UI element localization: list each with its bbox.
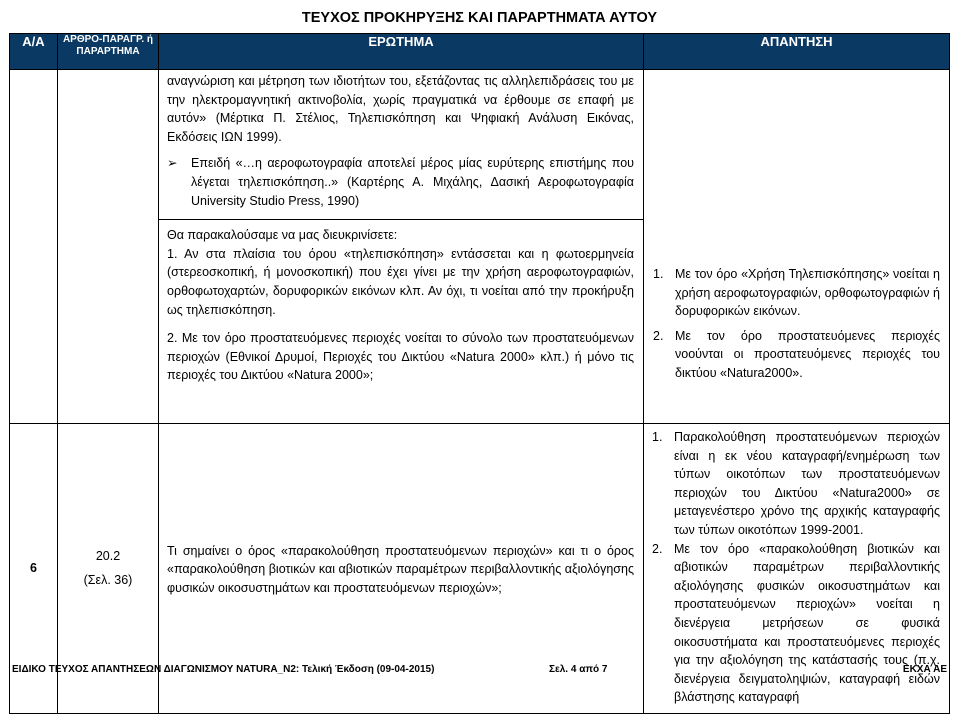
footer-page-number: Σελ. 4 από 7 [549, 664, 608, 675]
footer-document-title: ΕΙΔΙΚΟ ΤΕΥΧΟΣ ΑΠΑΝΤΗΣΕΩΝ ΔΙΑΓΩΝΙΣΜΟΥ NATURA_N2: Τελική Έκδοση (09-04-2015) [12, 664, 435, 675]
table-header-row [10, 34, 950, 70]
answer-item: 1. Παρακολούθηση προστατευόμενων περιοχών είναι η εκ νέου καταγραφή/ενημέρωση των τύπων οικοτόπων των προστατευόμενων περιοχών του Δικτύου «Natura2000» σε μεταγενέστερο χρόνο της αρχικής καταγραφής των τύπων οικοτόπων 1999-2001. [652, 430, 940, 537]
question-request-text: Θα παρακαλούσαμε να μας διευκρινίσετε: [167, 228, 398, 243]
header-article: ΑΡΘΡΟ-ΠΑΡΑΓΡ. ή ΠΑΡΑΡΤΗΜΑ [58, 34, 159, 70]
header-question: ΕΡΩΤΗΜΑ [159, 34, 644, 70]
question-point-1: 1. Αν στα πλαίσια του όρου «τηλεπισκόπηση» εντάσσεται και η φωτοερμηνεία (στερεοσκοπική, ή μονοσκοπική) που έχει γίνει με την χρήση αεροφωτογραφιών, ορθοφωτοχαρτών, δορυφορικών εικόνων κλπ. Αν όχι, τι νοείται από την προκήρυξη ως τηλεπισκόπηση. [167, 246, 634, 317]
answer-item: 2. Με τον όρο «παρακολούθηση βιοτικών και αβιοτικών παραμέτρων περιβαλλοντικής αξιολόγησης φυσικών οικοσυστημάτων και προστατευόμενων περιοχών» νοείται η διενέργεια μετρήσεων σε φυσικά οικοσυστήματα και προστατευόμενες περιοχές για την αξιολόγηση της κατάστασής τους (π.χ. διενέργεια δειγματοληψιών, καταγραφή ειδών βλάστησης καταγραφή [652, 541, 940, 705]
footer-company: ΕΚΧΑ ΑΕ [902, 664, 947, 675]
answer-item: 1. Με τον όρο «Χρήση Τηλεπισκόπησης» νοείται η χρήση αεροφωτογραφιών, ορθοφωτογραφιών ή δορυφορικών εικόνων. [653, 267, 940, 319]
table-row [10, 70, 950, 424]
question-bullet [167, 154, 634, 210]
qa-table [9, 33, 950, 714]
article-ref-line-1: 20.2 [95, 549, 121, 564]
answer-cell [644, 70, 950, 424]
question-point-2: 2. Με τον όρο προστατευόμενες περιοχές νοείται το σύνολο των προστατευόμενων περιοχών (Εθνικοί Δρυμοί, Περιοχές του Δικτύου «Natura 2000» κλπ.) ή μόνο τις περιοχές του Δικτύου «Natura 2000»; [167, 331, 634, 383]
question-intro-text: αναγνώριση και μέτρηση των ιδιοτήτων του, εξετάζοντας τις αλληλεπιδράσεις του με την ηλεκτρομαγνητική ακτινοβολία, χωρίς πραγματικά να έρθουμε σε επαφή με αυτόν» (Μέρτικα Π. Στέλιος, Τηλεπισκόπηση και Ψηφιακή Ανάλυση Εικόνας, Εκδόσεις ΙΩΝ 1999). [167, 74, 634, 144]
bullet-arrow-icon: ➢ [167, 156, 178, 171]
page-footer [12, 664, 947, 675]
row-article-cell [58, 70, 159, 424]
question-bullet-text: Επειδή «…η αεροφωτογραφία αποτελεί μέρος μίας ευρύτερης επιστήμης που λέγεται τηλεπισκόπηση..» (Καρτέρης Α. Μιχάλης, Δασική Αεροφωτογραφία University Studio Press, 1990) [191, 156, 634, 208]
question-text: Τι σημαίνει ο όρος «παρακολούθηση προστατευόμενων περιοχών» και τι ο όρος «παρακολούθηση βιοτικών και αβιοτικών παραμέτρων περιβαλλοντικής αξιολόγησης φυσικών οικοσυστημάτων και προστατευόμενων περιοχών»; [167, 543, 634, 595]
header-answer: ΑΠΑΝΤΗΣΗ [644, 34, 950, 70]
answer-list [653, 265, 940, 383]
article-ref-line-2: (Σελ. 36) [83, 573, 133, 588]
page-title: ΤΕΥΧΟΣ ΠΡΟΚΗΡΥΞΗΣ ΚΑΙ ΠΑΡΑΡΤΗΜΑΤΑ ΑΥΤΟΥ [301, 10, 658, 26]
answer-item: 2. Με τον όρο προστατευόμενες περιοχές νοούνται οι προστατευόμενες περιοχές του δικτύου «Natura2000». [653, 328, 940, 380]
question-cell [159, 70, 644, 424]
row-aa-number: 6 [10, 424, 58, 714]
header-aa: Α/Α [10, 34, 58, 70]
row-aa-cell [10, 70, 58, 424]
